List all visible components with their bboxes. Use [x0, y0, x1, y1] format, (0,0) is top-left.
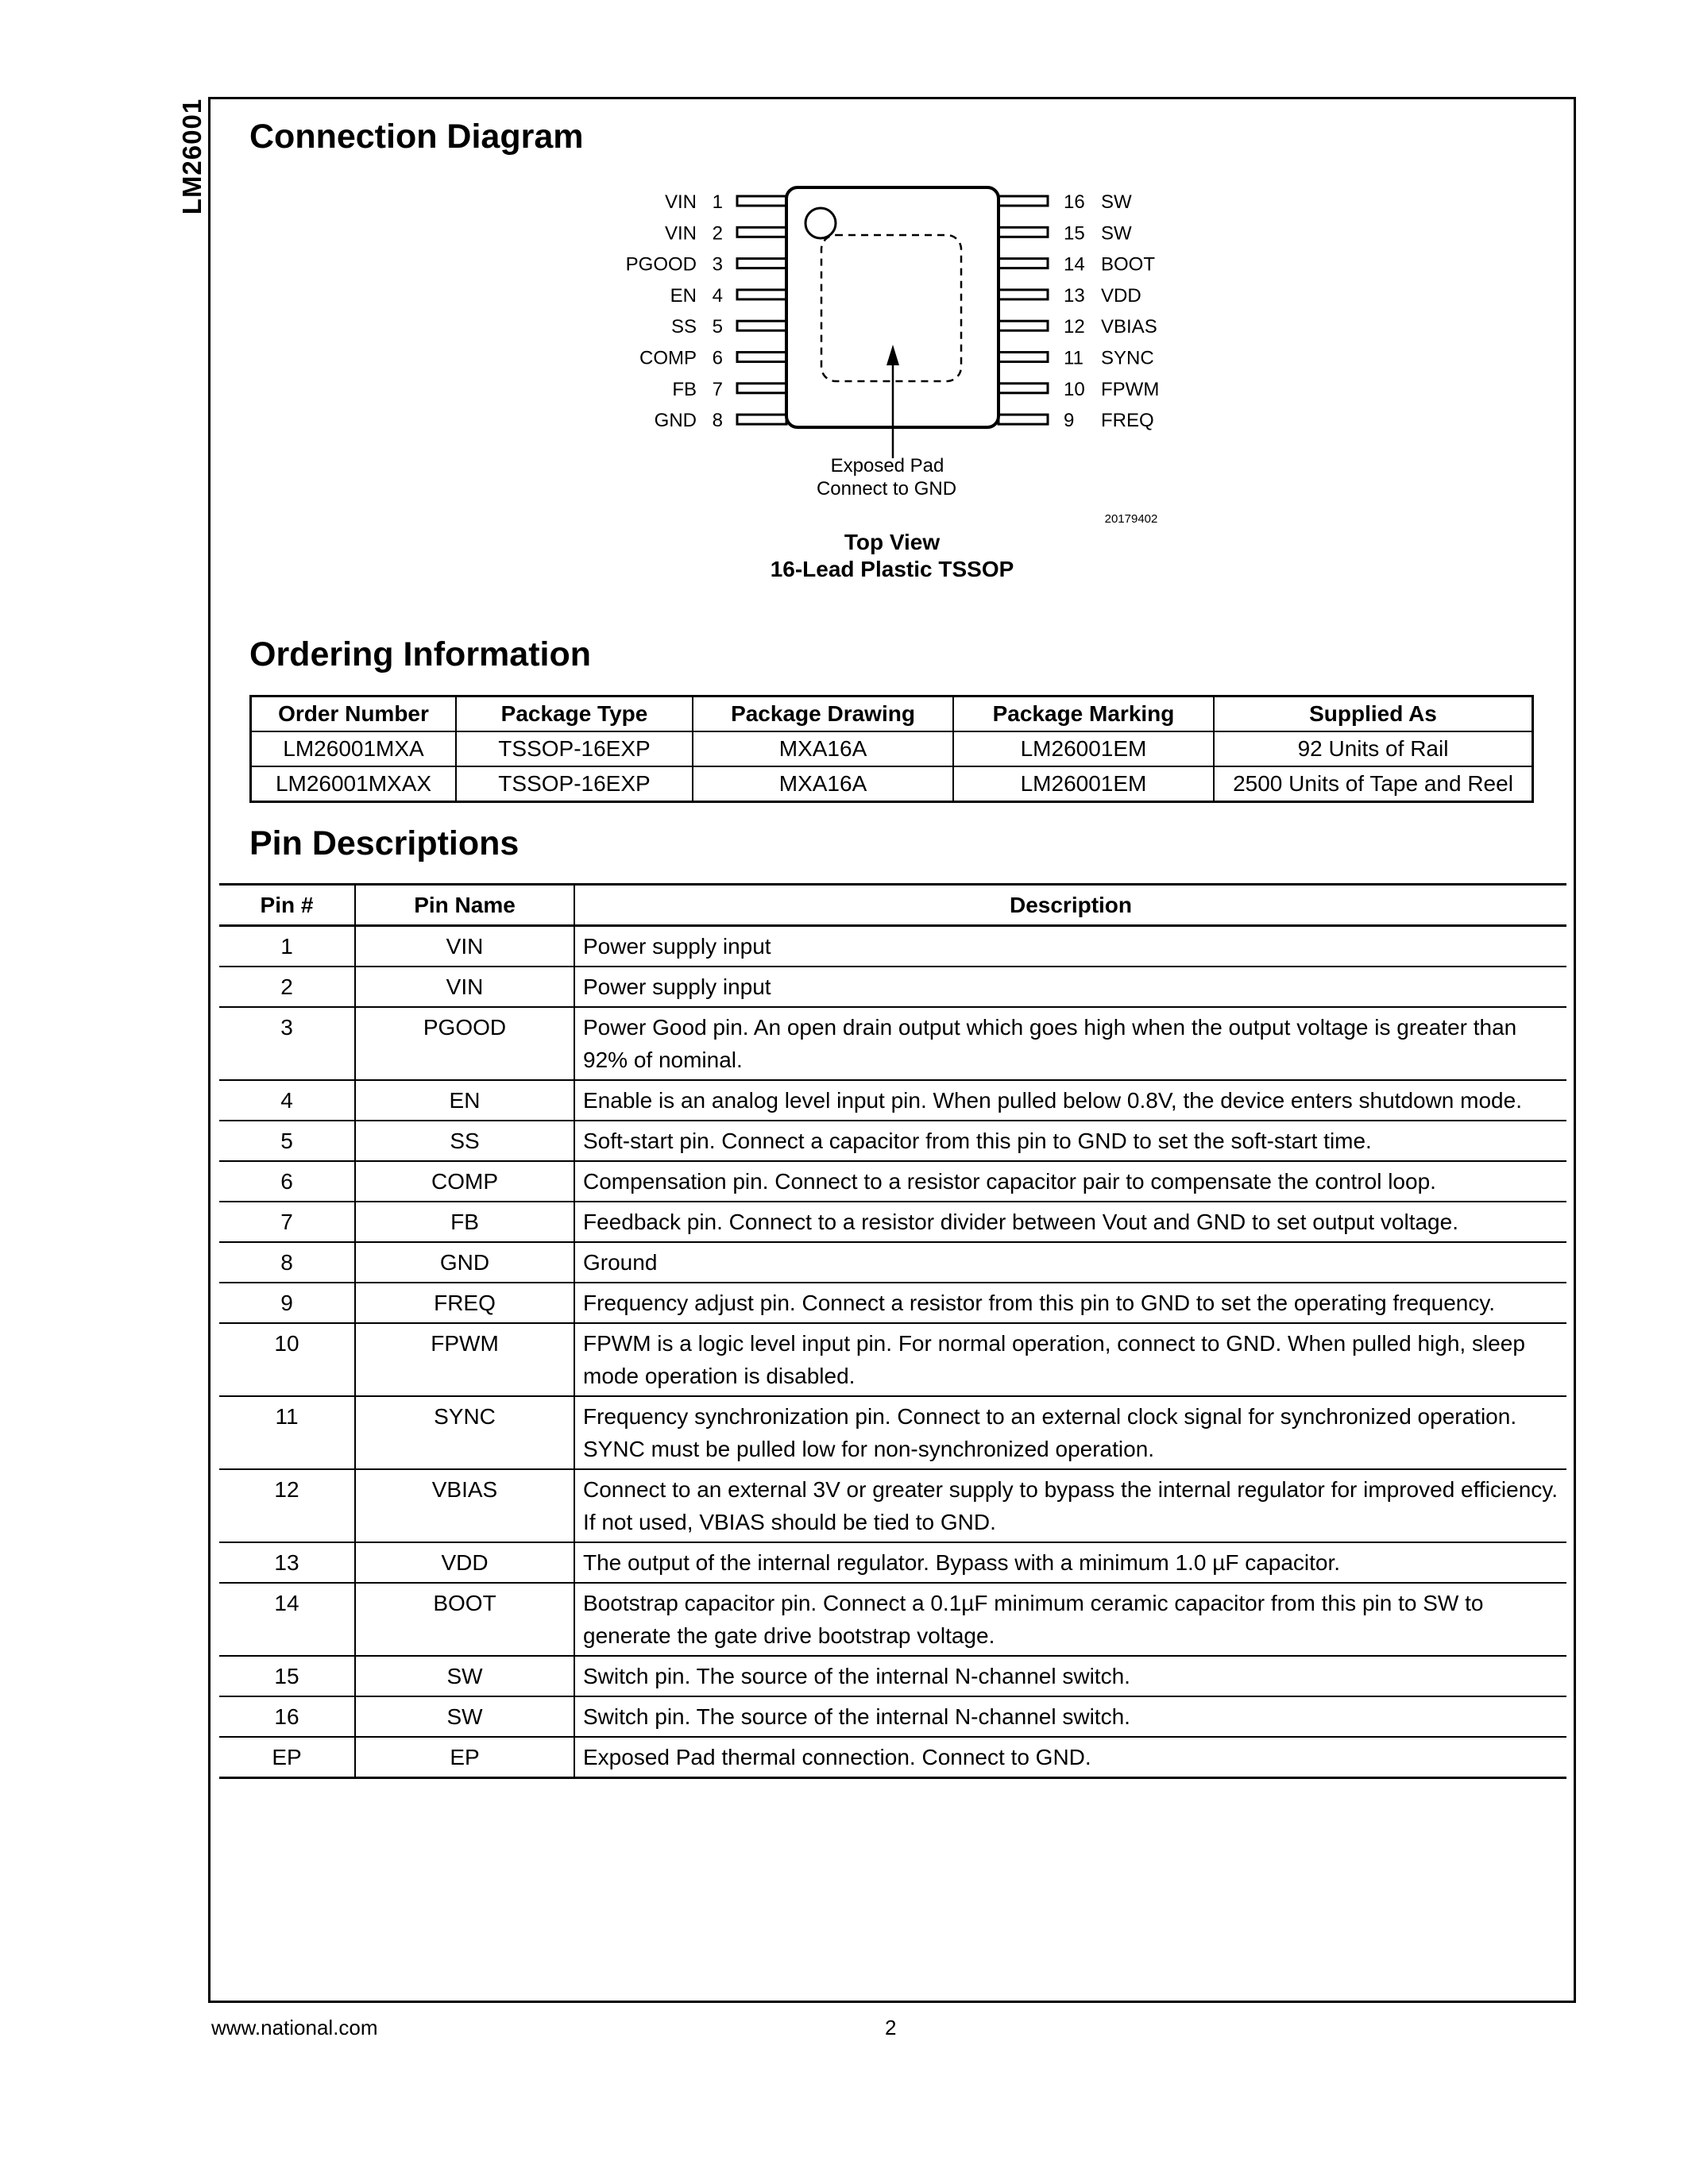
ordering-cell: LM26001EM: [953, 731, 1214, 766]
pin-description-cell: Bootstrap capacitor pin. Connect a 0.1µF minimum ceramic capacitor from this pin to SW to generate the gate drive bootstrap voltage.: [574, 1583, 1566, 1656]
pin-name-cell: SS: [355, 1121, 574, 1161]
left-pin-number: 2: [712, 222, 723, 245]
pin-name-cell: BOOT: [355, 1583, 574, 1656]
left-pins: [626, 191, 786, 431]
pin-header-name: Pin Name: [355, 885, 574, 926]
ordering-information-title: Ordering Information: [249, 635, 591, 673]
right-pin-number: 16: [1064, 191, 1085, 213]
ordering-cell: LM26001EM: [953, 766, 1214, 802]
right-pin-lead: [999, 415, 1048, 424]
right-pin-name: SW: [1101, 191, 1132, 213]
pin-description-cell: Feedback pin. Connect to a resistor divider between Vout and GND to set output voltage.: [574, 1202, 1566, 1242]
pin-number-cell: 1: [219, 926, 355, 967]
right-pin-lead: [999, 384, 1048, 393]
pin-row: [219, 1080, 1566, 1121]
right-pin-name: SYNC: [1101, 347, 1154, 369]
pin-name-cell: VBIAS: [355, 1469, 574, 1542]
left-pin-number: 3: [712, 253, 723, 276]
pin-descriptions-table: [219, 883, 1566, 1779]
pin-number-cell: 3: [219, 1007, 355, 1080]
ordering-cell: MXA16A: [693, 766, 953, 802]
ordering-cell: LM26001MXAX: [251, 766, 457, 802]
pin-name-cell: GND: [355, 1242, 574, 1283]
left-pin-lead: [737, 290, 786, 299]
right-pin-number: 12: [1064, 316, 1085, 338]
pin-name-cell: SW: [355, 1656, 574, 1696]
side-part-number-text: LM26001: [177, 98, 207, 215]
right-pin-lead: [999, 196, 1048, 206]
right-pin-lead: [999, 227, 1048, 237]
ordering-row: [251, 766, 1533, 802]
ordering-header-order-number: Order Number: [251, 696, 457, 732]
pin-number-cell: 16: [219, 1696, 355, 1737]
left-pin-name: EN: [670, 284, 697, 307]
ordering-header-package-drawing: Package Drawing: [693, 696, 953, 732]
pin-description-cell: Exposed Pad thermal connection. Connect to GND.: [574, 1737, 1566, 1778]
pin-description-cell: Frequency synchronization pin. Connect to an external clock signal for synchronized operation. SYNC must be pulled low for non-synchronized operation.: [574, 1396, 1566, 1469]
left-pin-lead: [737, 196, 786, 206]
ordering-header-package-marking: Package Marking: [953, 696, 1214, 732]
ordering-cell: TSSOP-16EXP: [456, 731, 693, 766]
pin-description-cell: Switch pin. The source of the internal N-channel switch.: [574, 1696, 1566, 1737]
pin-description-cell: Power Good pin. An open drain output which goes high when the output voltage is greater than 92% of nominal.: [574, 1007, 1566, 1080]
pin-description-cell: Switch pin. The source of the internal N-channel switch.: [574, 1656, 1566, 1696]
pin-description-cell: FPWM is a logic level input pin. For normal operation, connect to GND. When pulled high, sleep mode operation is disabled.: [574, 1323, 1566, 1396]
pin-row: [219, 1542, 1566, 1583]
left-pin-number: 1: [712, 191, 723, 213]
connection-diagram-title: Connection Diagram: [249, 118, 584, 156]
footer-page-number: 2: [885, 2016, 897, 2039]
pin-name-cell: EP: [355, 1737, 574, 1778]
right-pin-name: BOOT: [1101, 253, 1156, 276]
pin-row: [219, 1161, 1566, 1202]
left-pin-lead: [737, 227, 786, 237]
left-pin-lead: [737, 259, 786, 268]
pin-description-cell: Soft-start pin. Connect a capacitor from this pin to GND to set the soft-start time.: [574, 1121, 1566, 1161]
pin-name-cell: FPWM: [355, 1323, 574, 1396]
ordering-row: [251, 731, 1533, 766]
pin-name-cell: VIN: [355, 967, 574, 1007]
pin-description-cell: Frequency adjust pin. Connect a resistor from this pin to GND to set the operating frequency.: [574, 1283, 1566, 1323]
pin-number-cell: 5: [219, 1121, 355, 1161]
ordering-header-supplied-as: Supplied As: [1214, 696, 1533, 732]
pin-description-cell: Power supply input: [574, 926, 1566, 967]
pin-number-cell: 15: [219, 1656, 355, 1696]
pin-description-cell: Connect to an external 3V or greater supply to bypass the internal regulator for improved efficiency. If not used, VBIAS should be tied to GND.: [574, 1469, 1566, 1542]
right-pin-name: FREQ: [1101, 410, 1154, 432]
ordering-cell: 92 Units of Rail: [1214, 731, 1533, 766]
pin-row: [219, 1396, 1566, 1469]
pin-name-cell: EN: [355, 1080, 574, 1121]
pin-number-cell: EP: [219, 1737, 355, 1778]
pin-number-cell: 9: [219, 1283, 355, 1323]
right-pin-number: 14: [1064, 253, 1085, 276]
right-pin-lead: [999, 321, 1048, 330]
pin-name-cell: VDD: [355, 1542, 574, 1583]
pin-number-cell: 2: [219, 967, 355, 1007]
pin-description-cell: Power supply input: [574, 967, 1566, 1007]
pin-row: [219, 1121, 1566, 1161]
left-pin-name: FB: [672, 378, 697, 400]
left-pin-name: PGOOD: [625, 253, 697, 276]
pin-row: [219, 967, 1566, 1007]
pin-description-cell: Compensation pin. Connect to a resistor capacitor pair to compensate the control loop.: [574, 1161, 1566, 1202]
left-pin-number: 4: [712, 284, 723, 307]
pin1-marker-icon: [805, 208, 836, 238]
left-pin-name: GND: [654, 410, 697, 432]
pin-row: [219, 1583, 1566, 1656]
pin-number-cell: 14: [219, 1583, 355, 1656]
pin-number-cell: 11: [219, 1396, 355, 1469]
pin-number-cell: 8: [219, 1242, 355, 1283]
exposed-pad-connect-label: Connect to GND: [816, 478, 957, 500]
pin-descriptions-title: Pin Descriptions: [249, 824, 520, 862]
pin-row: [219, 1469, 1566, 1542]
left-pin-lead: [737, 353, 786, 362]
footer-url: www.national.com: [211, 2016, 378, 2039]
pin-name-cell: SW: [355, 1696, 574, 1737]
right-pin-name: VDD: [1101, 284, 1141, 307]
left-pin-number: 7: [712, 378, 723, 400]
pin-row: [219, 1656, 1566, 1696]
ordering-cell: LM26001MXA: [251, 731, 457, 766]
right-pin-number: 10: [1064, 378, 1085, 400]
right-pin-number: 13: [1064, 284, 1085, 307]
left-pin-name: SS: [670, 316, 697, 338]
pin-description-cell: Ground: [574, 1242, 1566, 1283]
left-pin-name: VIN: [664, 222, 697, 245]
right-pin-lead: [999, 290, 1048, 299]
pin-name-cell: VIN: [355, 926, 574, 967]
left-pin-lead: [737, 415, 786, 424]
pin-number-cell: 6: [219, 1161, 355, 1202]
pin-name-cell: PGOOD: [355, 1007, 574, 1080]
pin-row: [219, 1007, 1566, 1080]
pin-description-cell: The output of the internal regulator. Bypass with a minimum 1.0 µF capacitor.: [574, 1542, 1566, 1583]
exposed-pad-label: Exposed Pad: [830, 455, 944, 477]
right-pin-number: 9: [1064, 410, 1075, 432]
right-pin-name: FPWM: [1101, 378, 1160, 400]
pin-header-number: Pin #: [219, 885, 355, 926]
right-pin-name: SW: [1101, 222, 1132, 245]
left-pin-number: 5: [712, 316, 723, 338]
right-pin-number: 11: [1064, 347, 1083, 369]
pin-number-cell: 7: [219, 1202, 355, 1242]
pin-name-cell: FB: [355, 1202, 574, 1242]
figure-id: 20179402: [1104, 512, 1158, 526]
left-pin-lead: [737, 321, 786, 330]
diagram-caption-view: Top View: [844, 530, 941, 554]
pin-number-cell: 10: [219, 1323, 355, 1396]
pin-number-cell: 12: [219, 1469, 355, 1542]
right-pin-name: VBIAS: [1101, 316, 1157, 338]
pin-row: [219, 1242, 1566, 1283]
right-pin-lead: [999, 353, 1048, 362]
left-pin-number: 8: [712, 410, 723, 432]
ordering-cell: TSSOP-16EXP: [456, 766, 693, 802]
ordering-header-package-type: Package Type: [456, 696, 693, 732]
pin-header-row: [219, 885, 1566, 926]
pin-description-cell: Enable is an analog level input pin. When pulled below 0.8V, the device enters shutdown mode.: [574, 1080, 1566, 1121]
right-pin-lead: [999, 259, 1048, 268]
right-pins: [999, 191, 1159, 431]
pin-name-cell: SYNC: [355, 1396, 574, 1469]
right-pin-number: 15: [1064, 222, 1085, 245]
left-pin-number: 6: [712, 347, 723, 369]
pin-row: [219, 1323, 1566, 1396]
ordering-table: [249, 695, 1534, 803]
left-pin-name: VIN: [664, 191, 697, 213]
ordering-header-row: [251, 696, 1533, 732]
pin-row: [219, 1202, 1566, 1242]
ordering-cell: 2500 Units of Tape and Reel: [1214, 766, 1533, 802]
pin-row: [219, 1283, 1566, 1323]
left-pin-lead: [737, 384, 786, 393]
pin-row: [219, 1737, 1566, 1778]
ordering-cell: MXA16A: [693, 731, 953, 766]
left-pin-name: COMP: [639, 347, 697, 369]
pin-row: [219, 926, 1566, 967]
pin-number-cell: 13: [219, 1542, 355, 1583]
pin-name-cell: FREQ: [355, 1283, 574, 1323]
pin-name-cell: COMP: [355, 1161, 574, 1202]
diagram-caption-package: 16-Lead Plastic TSSOP: [770, 557, 1014, 581]
pin-number-cell: 4: [219, 1080, 355, 1121]
connection-diagram: [0, 0, 1688, 604]
pin-header-description: Description: [574, 885, 1566, 926]
pin-row: [219, 1696, 1566, 1737]
